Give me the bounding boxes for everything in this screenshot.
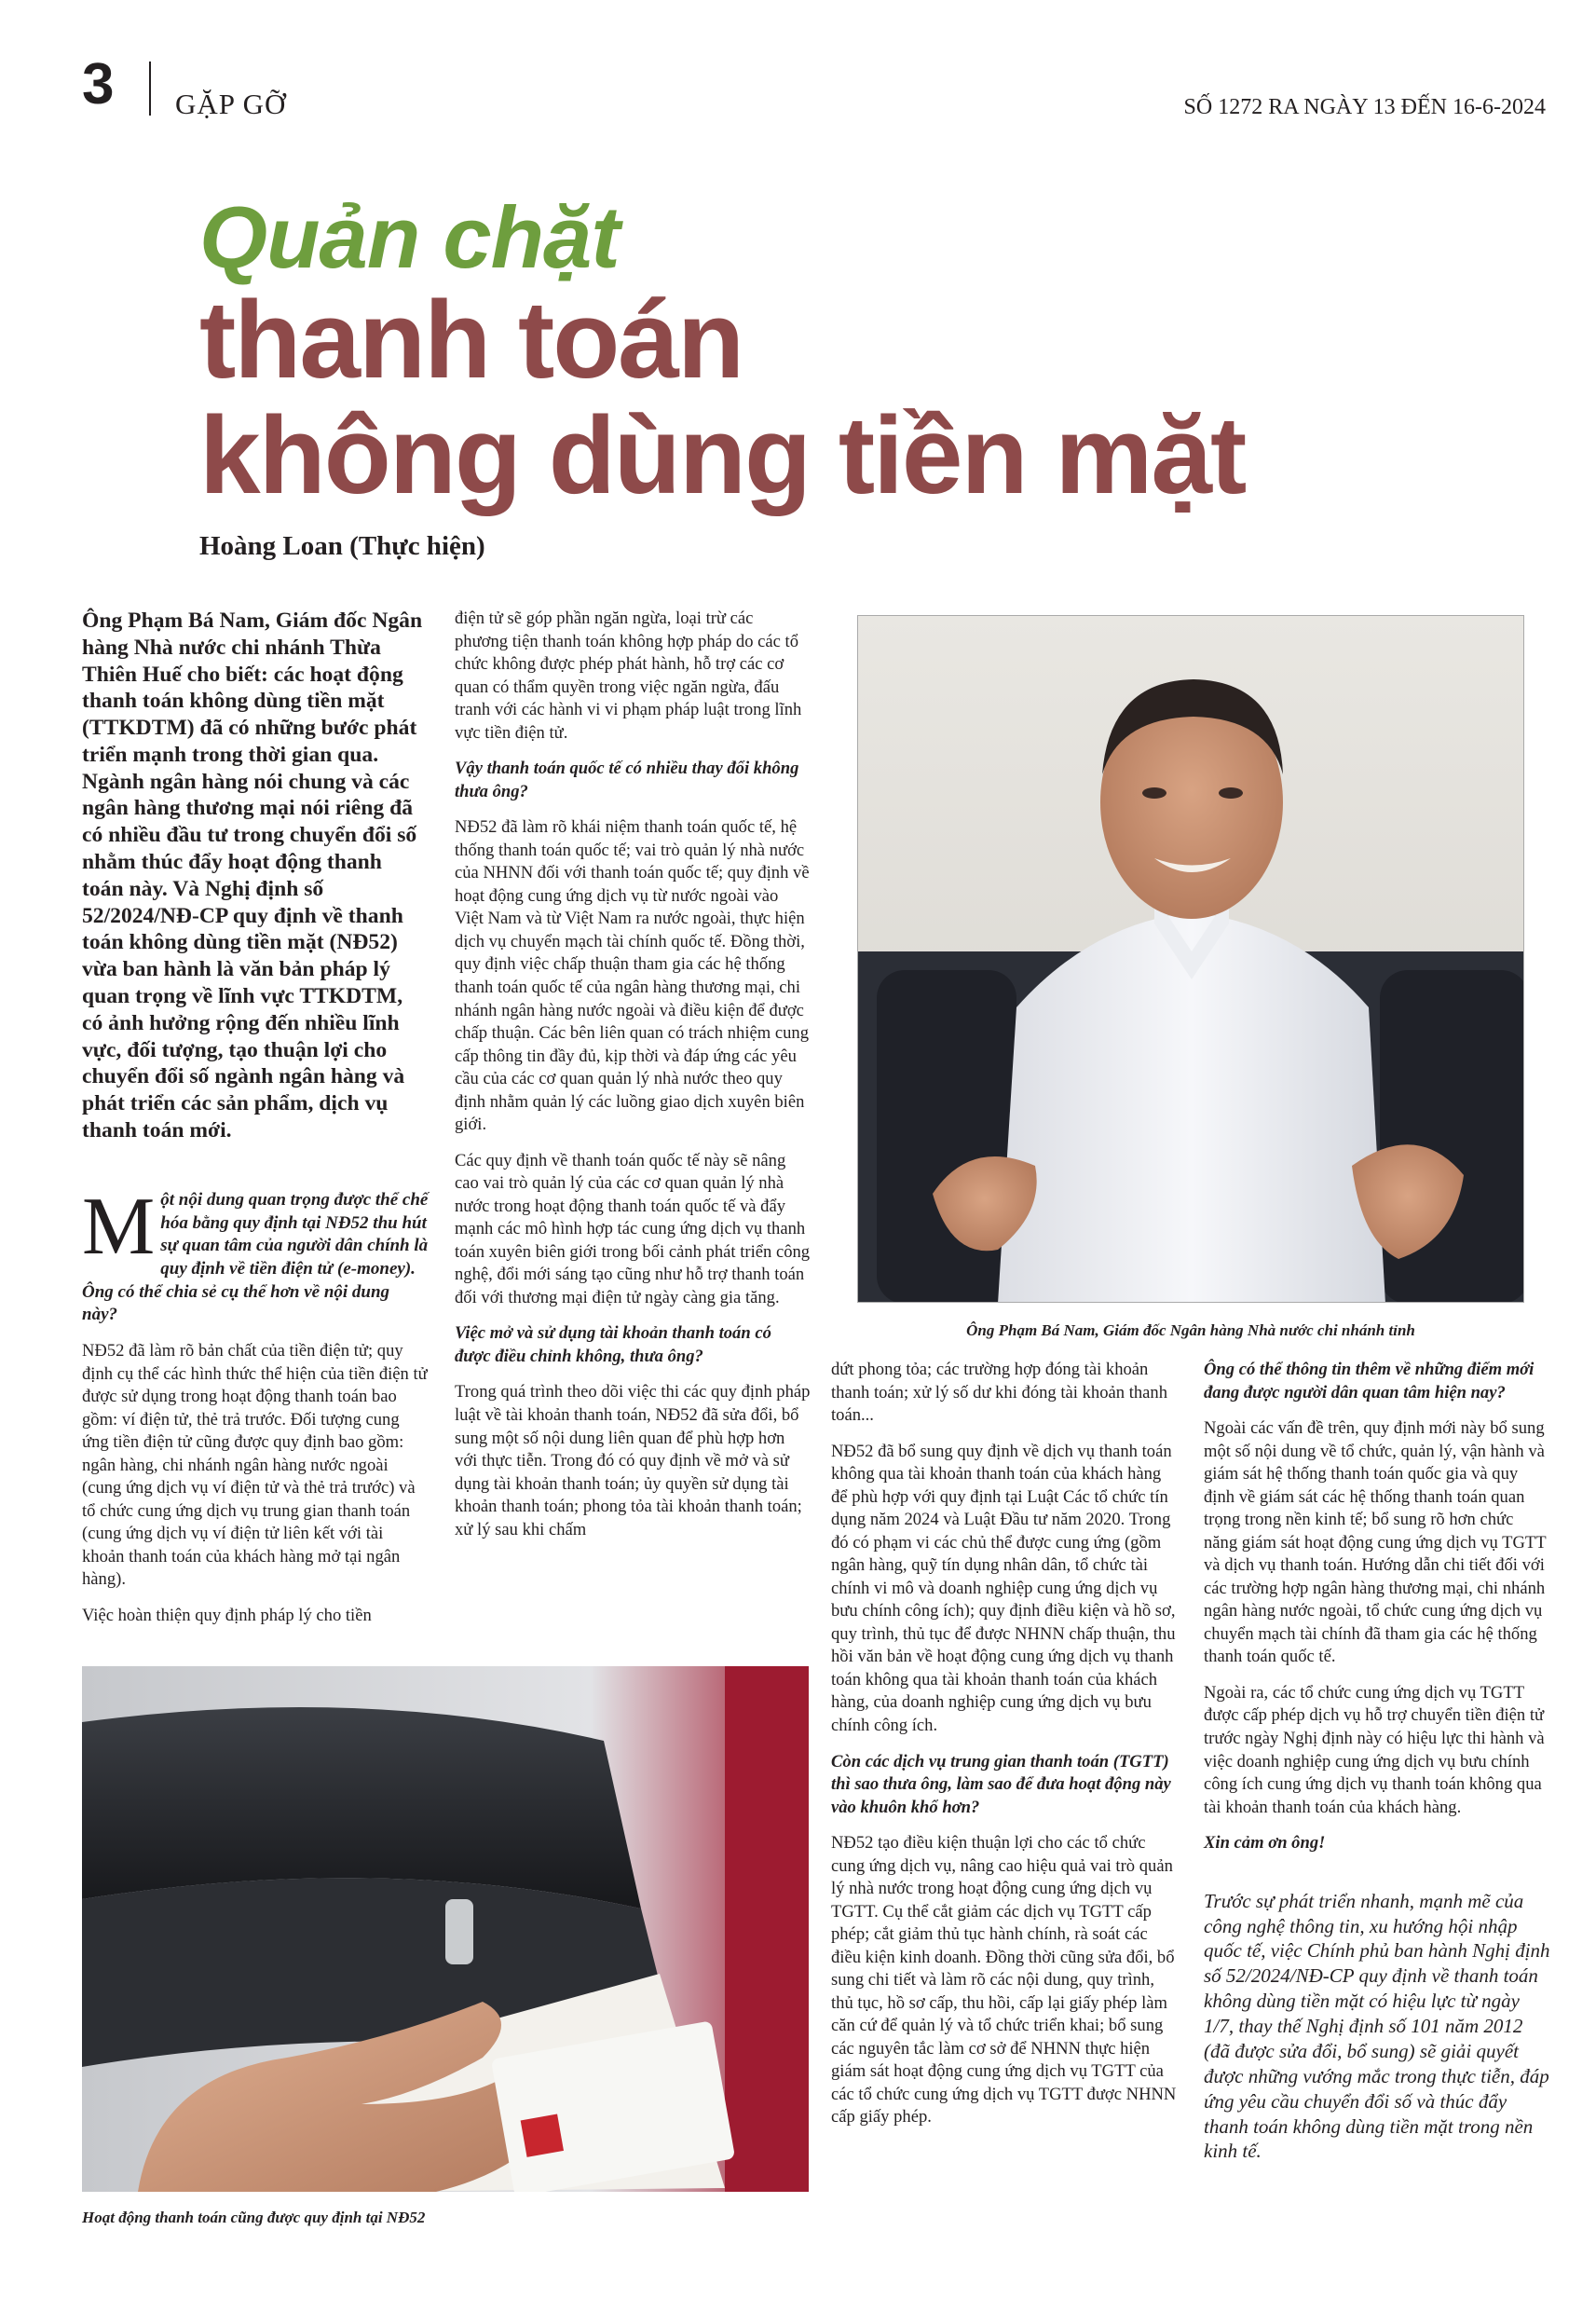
- column-1-body: [82, 1182, 429, 1641]
- answer-1-paragraph: NĐ52 đã làm rõ bản chất của tiền điện tử; quy định cụ thể các hình thức thể hiện của tiền điện tử được sử dụng trong hoạt động thanh toán bao gồm: ví điện tử, thẻ trả trước. Đối tượng cung ứng tiền điện tử cũng được quy định bao gồm: ngân hàng, chi nhánh ngân hàng nước ngoài (cung ứng dịch vụ ví điện tử và thẻ trả trước) và tổ chức cung ứng dịch vụ trung gian thanh toán (cung ứng dịch vụ ví điện tử liên kết với tài khoản thanh toán của khách hàng mở tại ngân hàng).: [82, 1341, 428, 1590]
- answer-1-continued: điện tử sẽ góp phần ngăn ngừa, loại trừ các phương tiện thanh toán không hợp pháp do các tổ chức không được phép phát hành, hỗ trợ các cơ quan có thẩm quyền trong việc ngăn ngừa, đấu tranh với các hành vi vi phạm pháp luật trong lĩnh vực tiền điện tử.: [455, 609, 802, 743]
- portrait-photo: [857, 615, 1524, 1303]
- thanks-line: Xin cảm ơn ông!: [1204, 1833, 1326, 1854]
- portrait-caption: Ông Phạm Bá Nam, Giám đốc Ngân hàng Nhà nước chi nhánh tỉnh: [966, 1321, 1415, 1339]
- intro-paragraph: Ông Phạm Bá Nam, Giám đốc Ngân hàng Nhà nước chi nhánh Thừa Thiên Huế cho biết: các hoạt động thanh toán không dùng tiền mặt (TTKDTM) đã có những bước phát triển mạnh trong thời gian qua. Ngành ngân hàng nói chung và các ngân hàng thương mại nói riêng đã có nhiều đầu tư trong chuyển đổi số nhằm thúc đẩy hoạt động thanh toán này. Và Nghị định số 52/2024/NĐ-CP quy định về thanh toán không dùng tiền mặt (NĐ52) vừa ban hành là văn bản pháp lý quan trọng về lĩnh vực TTKDTM, có ảnh hưởng rộng đến nhiều lĩnh vực, đối tượng, tạo thuận lợi cho chuyển đổi số ngành ngân hàng và phát triển các sản phẩm, dịch vụ thanh toán mới.: [82, 609, 423, 1142]
- answer-5-paragraph-2: Ngoài ra, các tổ chức cung ứng dịch vụ TGTT được cấp phép dịch vụ hỗ trợ chuyển tiền điện tử trước ngày Nghị định này có hiệu lực thi hành và việc doanh nghiệp cung ứng dịch vụ bưu chính công ích cung ứng dịch vụ thanh toán không qua tài khoản thanh toán của khách hàng.: [1204, 1682, 1545, 1817]
- headline-kicker: Quản chặt: [199, 188, 620, 286]
- question-1-text: ột nội dung quan trọng được thể chế hóa bằng quy định tại NĐ52 thu hút sự quan tâm của người dân chính là quy định về tiền điện tử (e-money). Ông có thể chia sẻ cụ thể hơn về nội dung này?: [82, 1190, 429, 1325]
- closing-paragraph: Trước sự phát triển nhanh, mạnh mẽ của công nghệ thông tin, xu hướng hội nhập quốc tế, việc Chính phủ ban hành Nghị định số 52/2024/NĐ-CP quy định về thanh toán không dùng tiền mặt có hiệu lực từ ngày 1/7, thay thế Nghị định số 101 năm 2012 (đã được sửa đổi, bổ sung) sẽ giải quyết được những vướng mắc trong thực tiễn, đáp ứng yêu cầu chuyển đổi số và thúc đẩy thanh toán không dùng tiền mặt trong nền kinh tế.: [1204, 1889, 1550, 2163]
- column-1-intro: [82, 608, 429, 1157]
- headline-line-1: thanh toán: [199, 279, 743, 402]
- answer-2-paragraph-1: NĐ52 đã làm rõ khái niệm thanh toán quốc tế, hệ thống thanh toán quốc tế; vai trò quản lý nhà nước của NHNN đối với thanh toán quốc tế; quy định về hoạt động cung ứng dịch vụ từ nước ngoài vào Việt Nam và từ Việt Nam ra nước ngoài, thực hiện dịch vụ chuyển mạch tài chính quốc tế. Đồng thời, quy định việc chấp thuận tham gia các hệ thống thanh toán quốc tế của ngân hàng thương mại, chi nhánh ngân hàng nước ngoài và điều kiện để được chấp thuận. Các bên liên quan có trách nhiệm cung cấp thông tin đầy đủ, kịp thời và đáp ứng các yêu cầu của các cơ quan quản lý nhà nước theo quy định nhằm quản lý các luồng giao dịch xuyên biên giới.: [455, 817, 810, 1135]
- drop-cap: M: [82, 1182, 156, 1272]
- question-5: Ông có thể thông tin thêm về những điểm mới đang được người dân quan tâm hiện nay?: [1204, 1360, 1535, 1402]
- issue-date: SỐ 1272 RA NGÀY 13 ĐẾN 16-6-2024: [1183, 95, 1546, 119]
- question-4: Còn các dịch vụ trung gian thanh toán (TGTT) thì sao thưa ông, làm sao để đưa hoạt động này vào khuôn khổ hơn?: [831, 1751, 1171, 1817]
- answer-4-paragraph-1: NĐ52 tạo điều kiện thuận lợi cho các tổ chức cung ứng dịch vụ, nâng cao hiệu quả vai trò quản lý nhà nước trong hoạt động cung ứng dịch vụ TGTT. Cụ thể cắt giảm các dịch vụ TGTT cấp phép; cắt giảm thủ tục hành chính, rà soát các điều kiện kinh doanh. Đồng thời cũng sửa đổi, bổ sung chi tiết và làm rõ các nội dung, quy trình, thủ tục, hồ sơ cấp, thu hồi, cấp lại giấy phép làm căn cứ để quản lý và tổ chức triển khai; bổ sung các nguyên tắc làm cơ sở để NHNN thực hiện giám sát hoạt động cung ứng dịch vụ TGTT của các tổ chức cung ứng dịch vụ TGTT được NHNN cấp giấy phép.: [831, 1833, 1177, 2127]
- headline-line-2: không dùng tiền mặt: [199, 394, 1246, 517]
- answer-3-paragraph-start: Trong quá trình theo dõi việc thi các quy định pháp luật về tài khoản thanh toán, NĐ52 đã sửa đổi, bổ sung một số nội dung liên quan để phù hợp hơn với thực tiễn. Trong đó có quy định về mở và sử dụng tài khoản thanh toán; ủy quyền sử dụng tài khoản thanh toán; phong tỏa tài khoản thanh toán; xử lý sau khi chấm: [455, 1382, 811, 1539]
- question-2: Vậy thanh toán quốc tế có nhiều thay đổi không thưa ông?: [455, 759, 799, 801]
- question-3: Việc mở và sử dụng tài khoản thanh toán có được điều chỉnh không, thưa ông?: [455, 1323, 771, 1366]
- column-2: [455, 608, 811, 1554]
- answer-5-paragraph-1: Ngoài các vấn đề trên, quy định mới này bổ sung một số nội dung về tổ chức, quản lý, vận hành và giám sát hệ thống thanh toán quốc gia và quy định về giám sát các hệ thống thanh toán quan trọng trong nền kinh tế; bổ sung rõ hơn chức năng giám sát hoạt động cung ứng dịch vụ TGTT và dịch vụ thanh toán. Hướng dẫn chi tiết đối với các trường hợp ngân hàng thương mại, chi nhánh ngân hàng nước ngoài, tổ chức cung ứng dịch vụ chuyển mạch tài chính đã tham gia các hệ thống thanh toán quốc tế.: [1204, 1418, 1547, 1667]
- answer-2-paragraph-2: Các quy định về thanh toán quốc tế này sẽ nâng cao vai trò quản lý của các cơ quan quản lý nhà nước trong hoạt động thanh toán quốc tế và đẩy mạnh các mô hình hợp tác cung ứng dịch vụ thanh toán xuyên biên giới trong bối cảnh phát triển công nghệ, đổi mới sáng tạo cũng như hỗ trợ thanh toán đối với thương mại điện tử ngày càng gia tăng.: [455, 1150, 811, 1307]
- answer-3-continued: dứt phong tỏa; các trường hợp đóng tài khoản thanh toán; xử lý số dư khi đóng tài khoản thanh toán...: [831, 1360, 1167, 1426]
- atm-photo: [82, 1666, 809, 2192]
- header-divider: [149, 62, 151, 116]
- question-1: [82, 1182, 429, 1327]
- page-number: 3: [82, 52, 115, 116]
- section-label: GẶP GỠ: [175, 88, 287, 120]
- byline: Hoàng Loan (Thực hiện): [199, 531, 485, 561]
- answer-1-paragraph-start: Việc hoàn thiện quy định pháp lý cho tiền: [82, 1605, 372, 1625]
- column-4: [1204, 1359, 1550, 2177]
- atm-caption: Hoạt động thanh toán cũng được quy định tại NĐ52: [82, 2209, 426, 2226]
- answer-3-paragraph-2: NĐ52 đã bổ sung quy định về dịch vụ thanh toán không qua tài khoản thanh toán của khách hàng để phù hợp với quy định tại Luật Các tổ chức tín dụng năm 2024 và Luật Đầu tư năm 2020. Trong đó có phạm vi các chủ thể được cung ứng (gồm ngân hàng, quỹ tín dụng nhân dân, tổ chức tài chính vi mô và doanh nghiệp cung ứng dịch vụ bưu chính công ích); quy định điều kiện và hồ sơ, quy trình, thủ tục để được NHNN chấp thuận, thu hồi văn bản về hoạt động cung ứng dịch vụ thanh toán không qua tài khoản thanh toán của khách hàng, của doanh nghiệp cung ứng dịch vụ bưu chính công ích.: [831, 1441, 1176, 1735]
- column-3: [831, 1359, 1178, 2142]
